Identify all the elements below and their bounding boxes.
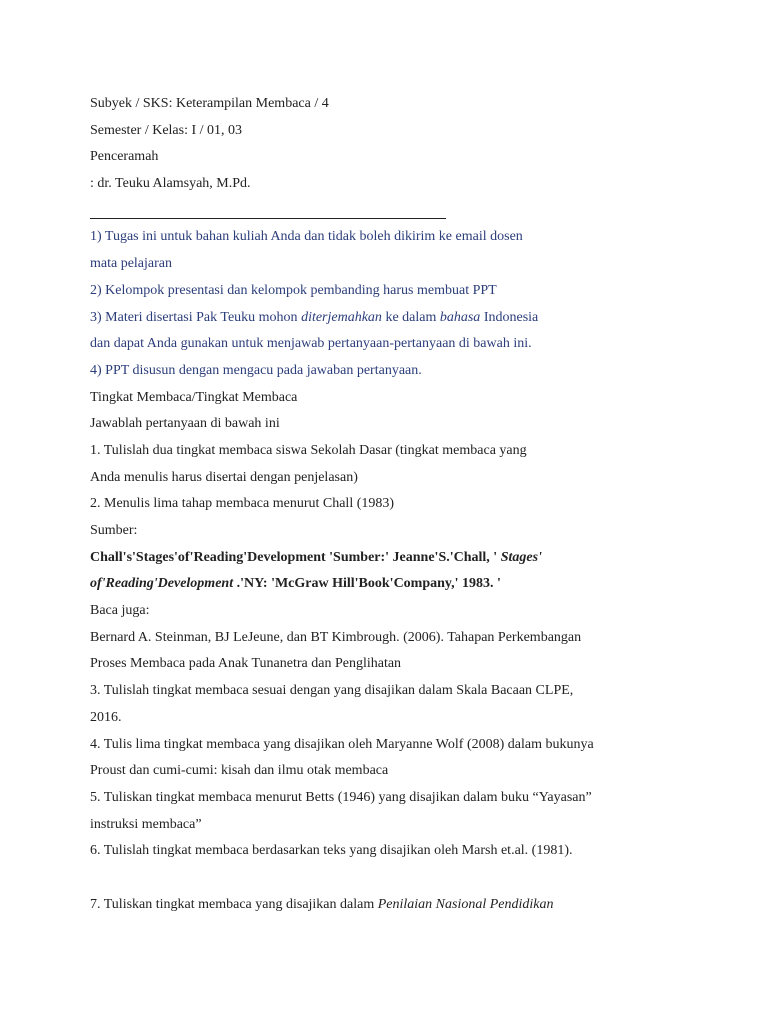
reference-chall-bold-italic: Stages': [500, 549, 542, 565]
note-1: 1) Tugas ini untuk bahan kuliah Anda dan tidak boleh dikirim ke email dosen: [90, 229, 523, 245]
question-5: 5. Tuliskan tingkat membaca menurut Betts (1946) yang disajikan dalam buku “Yayasan”: [90, 789, 592, 805]
reference-chall-title-italic: of'Reading'Development: [90, 576, 234, 592]
see-also-label: Baca juga:: [90, 603, 150, 619]
question-5-continued: instruksi membaca”: [90, 816, 202, 832]
question-4-continued: Proust dan cumi-cumi: kisah dan ilmu otak membaca: [90, 763, 389, 779]
note-1-continued: mata pelajaran: [90, 256, 173, 272]
note-3-text-c: Indonesia: [480, 309, 539, 325]
question-7-text: 7. Tuliskan tingkat membaca yang disajikan dalam: [90, 896, 378, 912]
blank-line: [90, 865, 690, 892]
note-4: 4) PPT disusun dengan mengacu pada jawaban pertanyaan.: [90, 362, 422, 378]
question-1-continued: Anda menulis harus disertai dengan penjelasan): [90, 469, 358, 485]
note-3-italic-b: bahasa: [439, 309, 481, 325]
reference-chall-bold: Chall's'Stages'of'Reading'Development 'Sumber:' Jeanne'S.'Chall, ': [90, 549, 501, 565]
reference-steinman-continued: Proses Membaca pada Anak Tunanetra dan Penglihatan: [90, 656, 402, 672]
note-3-text-b: ke dalam: [381, 309, 440, 325]
question-1: 1. Tulislah dua tingkat membaca siswa Sekolah Dasar (tingkat membaca yang: [90, 442, 527, 458]
question-7-italic: Penilaian Nasional Pendidikan: [377, 896, 554, 912]
note-2: 2) Kelompok presentasi dan kelompok pembanding harus membuat PPT: [90, 282, 497, 298]
note-3: [90, 305, 690, 332]
reference-chall: [90, 545, 690, 572]
question-2: 2. Menulis lima tahap membaca menurut Chall (1983): [90, 496, 395, 512]
separator: [90, 198, 690, 225]
reference-chall-continued: [90, 571, 690, 598]
reference-chall-publisher: .'NY: 'McGraw Hill'Book'Company,' 1983. ': [233, 576, 501, 592]
question-4: 4. Tulis lima tingkat membaca yang disajikan oleh Maryanne Wolf (2008) dalam bukunya: [90, 736, 594, 752]
question-7: [90, 892, 690, 919]
instruction: Jawablah pertanyaan di bawah ini: [90, 416, 280, 432]
note-3-text-a: 3) Materi disertasi Pak Teuku mohon: [90, 309, 302, 325]
question-6: 6. Tulislah tingkat membaca berdasarkan teks yang disajikan oleh Marsh et.al. (1981).: [90, 843, 573, 859]
note-3-italic-a: diterjemahkan: [301, 309, 382, 325]
lecturer-label: Penceramah: [90, 149, 159, 165]
reference-steinman: Bernard A. Steinman, BJ LeJeune, dan BT Kimbrough. (2006). Tahapan Perkembangan: [90, 629, 582, 645]
question-3-continued: 2016.: [90, 709, 122, 725]
section-title: Tingkat Membaca/Tingkat Membaca: [90, 389, 298, 405]
source-label: Sumber:: [90, 523, 138, 538]
document-page: [90, 91, 690, 918]
subject-line: Subyek / SKS: Keterampilan Membaca / 4: [90, 96, 329, 111]
question-3: 3. Tulislah tingkat membaca sesuai dengan yang disajikan dalam Skala Bacaan CLPE,: [90, 683, 574, 699]
semester-line: Semester / Kelas: I / 01, 03: [90, 122, 243, 138]
lecturer-name: : dr. Teuku Alamsyah, M.Pd.: [90, 176, 251, 192]
note-3-continued: dan dapat Anda gunakan untuk menjawab pertanyaan-pertanyaan di bawah ini.: [90, 336, 532, 352]
